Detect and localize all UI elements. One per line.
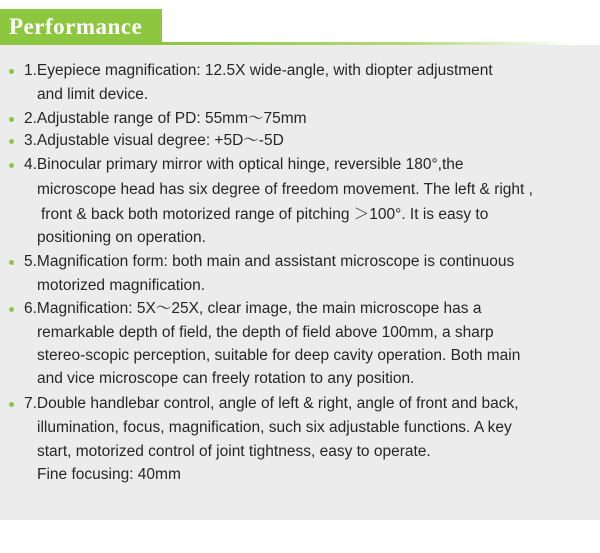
green-dot-bullet-icon	[9, 163, 14, 168]
list-item-line: 7.Double handlebar control, angle of left & right, angle of front and back,	[24, 395, 519, 412]
list-item-line: and limit device.	[37, 86, 149, 103]
list-item-line: 1.Eyepiece magnification: 12.5X wide-angle, with diopter adjustment	[24, 62, 493, 79]
list-item-line: 6.Magnification: 5X〜25X, clear image, the main microscope has a	[24, 300, 482, 317]
list-item-line: positioning on operation.	[37, 229, 206, 246]
green-dot-bullet-icon	[9, 402, 14, 407]
green-dot-bullet-icon	[9, 260, 14, 265]
green-dot-bullet-icon	[9, 69, 14, 74]
green-dot-bullet-icon	[9, 307, 14, 312]
green-dot-bullet-icon	[9, 139, 14, 144]
list-item-line: 3.Adjustable visual degree: +5D〜-5D	[24, 132, 284, 149]
green-dot-bullet-icon	[9, 117, 14, 122]
bottom-band	[0, 520, 600, 553]
list-item-line: illumination, focus, magnification, such six adjustable functions. A key	[37, 419, 512, 436]
section-title: Performance	[9, 14, 143, 39]
list-item-line: and vice microscope can freely rotation to any position.	[37, 370, 415, 387]
list-item-line: remarkable depth of field, the depth of field above 100mm, a sharp	[37, 324, 494, 341]
list-item-line: start, motorized control of joint tightness, easy to operate.	[37, 443, 431, 460]
list-item-line: microscope head has six degree of freedom movement. The left & right ,	[37, 181, 533, 198]
list-item-line: 4.Binocular primary mirror with optical hinge, reversible 180°,the	[24, 156, 464, 173]
list-item-line: motorized magnification.	[37, 277, 205, 294]
list-item-line: 2.Adjustable range of PD: 55mm〜75mm	[24, 110, 307, 127]
list-item-line: Fine focusing: 40mm	[37, 466, 181, 483]
list-item-line: stereo-scopic perception, suitable for deep cavity operation. Both main	[37, 347, 521, 364]
list-item-line: front & back both motorized range of pitching ＞100°. It is easy to	[41, 206, 489, 223]
list-item-line: 5.Magnification form: both main and assistant microscope is continuous	[24, 253, 515, 270]
